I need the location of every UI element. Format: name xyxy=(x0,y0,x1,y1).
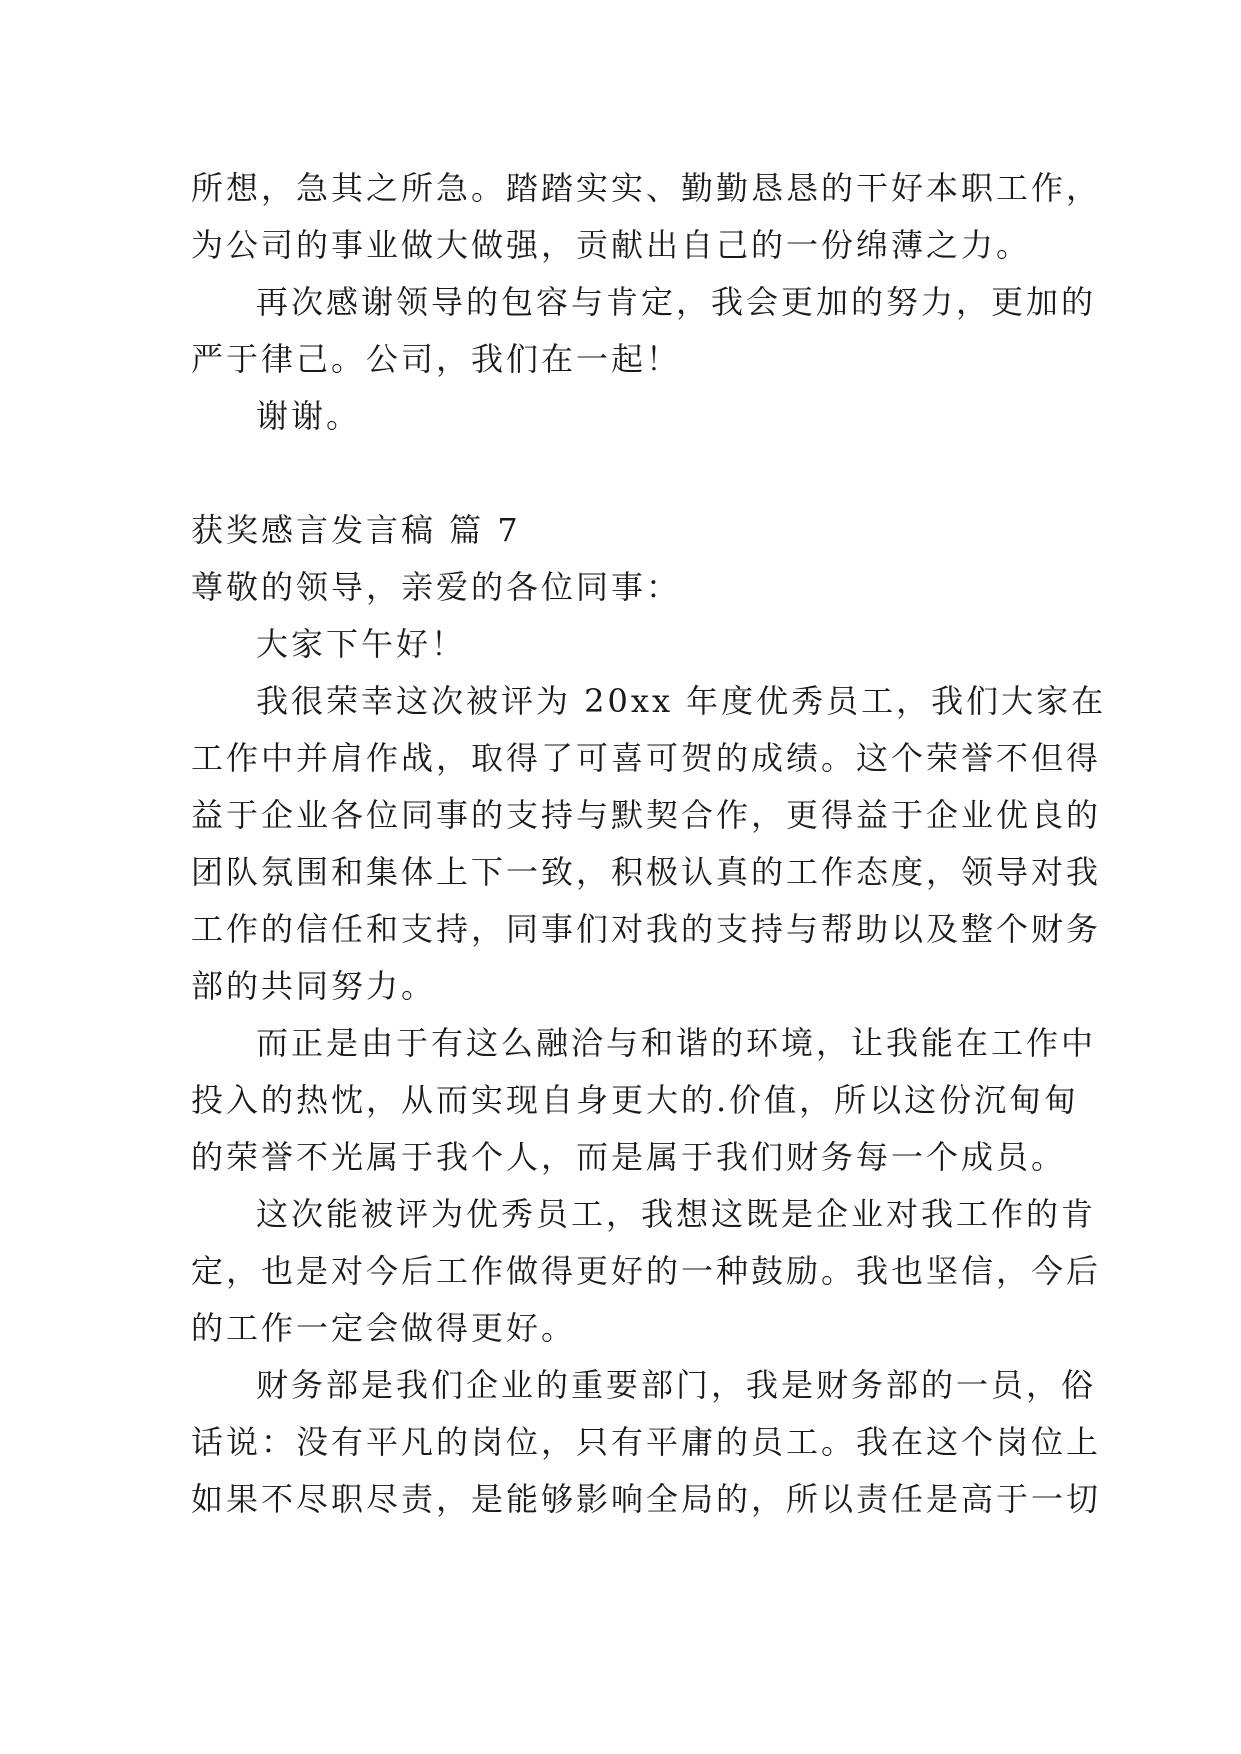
body-text-line: 再次感谢领导的包容与肯定，我会更加的努力，更加的 xyxy=(256,283,1097,321)
body-text-line: 这次能被评为优秀员工，我想这既是企业对我工作的肯 xyxy=(256,1195,1097,1233)
body-text-line: 益于企业各位同事的支持与默契合作，更得益于企业优良的 xyxy=(191,796,1102,834)
body-text-line: 的工作一定会做得更好。 xyxy=(191,1309,577,1347)
body-text-line: 财务部是我们企业的重要部门，我是财务部的一员，俗 xyxy=(256,1366,1097,1404)
greeting: 大家下午好！ xyxy=(256,625,467,663)
body-text-line: 我很荣幸这次被评为 20xx 年度优秀员工，我们大家在 xyxy=(256,682,1107,720)
body-text-line: 投入的热忱，从而实现自身更大的.价值，所以这份沉甸甸 xyxy=(191,1081,1080,1119)
body-text-line: 谢谢。 xyxy=(256,397,362,435)
body-text-line: 话说：没有平凡的岗位，只有平庸的员工。我在这个岗位上 xyxy=(191,1423,1102,1461)
body-text-line: 严于律己。公司，我们在一起！ xyxy=(191,340,682,378)
body-text-line: 如果不尽职尽责，是能够影响全局的，所以责任是高于一切 xyxy=(191,1480,1102,1518)
body-text-line: 团队氛围和集体上下一致，积极认真的工作态度，领导对我 xyxy=(191,853,1102,891)
body-text-line: 所想，急其之所急。踏踏实实、勤勤恳恳的干好本职工作， xyxy=(191,169,1102,207)
body-text-line: 定，也是对今后工作做得更好的一种鼓励。我也坚信，今后 xyxy=(191,1252,1102,1290)
section-heading: 获奖感言发言稿 篇 7 xyxy=(191,511,521,549)
body-text-line: 工作中并肩作战，取得了可喜可贺的成绩。这个荣誉不但得 xyxy=(191,739,1102,777)
body-text-line: 为公司的事业做大做强，贡献出自己的一份绵薄之力。 xyxy=(191,226,1032,264)
salutation: 尊敬的领导，亲爱的各位同事： xyxy=(191,568,682,606)
body-text-line: 工作的信任和支持，同事们对我的支持与帮助以及整个财务 xyxy=(191,910,1102,948)
body-text-line: 部的共同努力。 xyxy=(191,967,437,1005)
body-text-line: 而正是由于有这么融洽与和谐的环境，让我能在工作中 xyxy=(256,1024,1097,1062)
body-text-line: 的荣誉不光属于我个人，而是属于我们财务每一个成员。 xyxy=(191,1138,1067,1176)
